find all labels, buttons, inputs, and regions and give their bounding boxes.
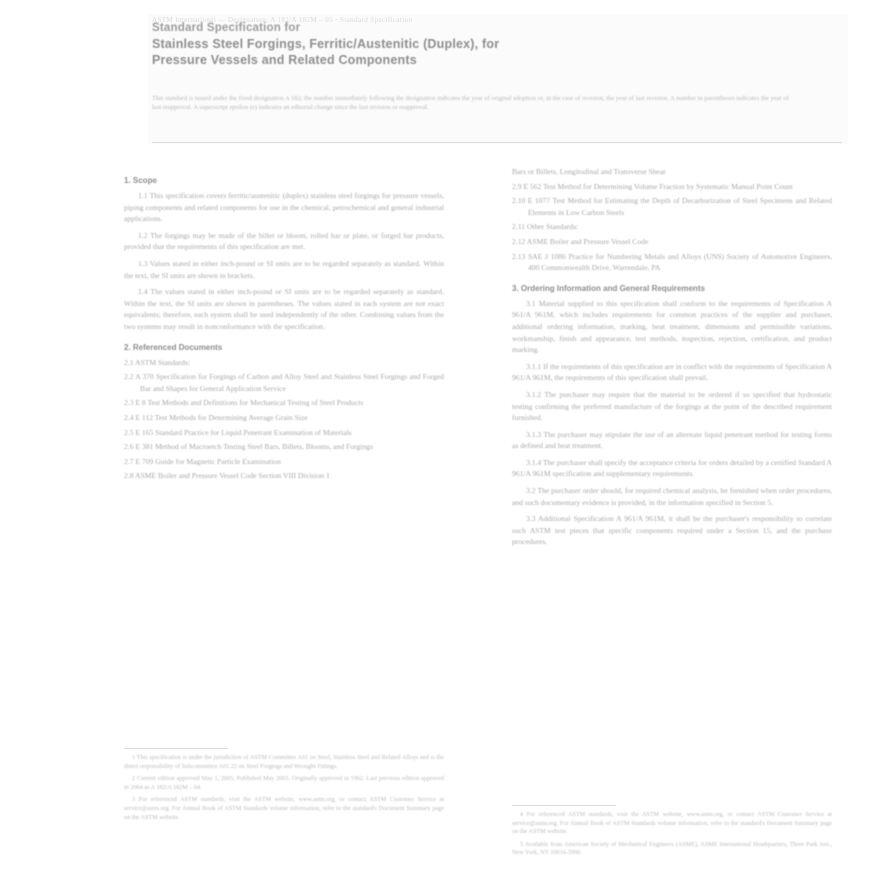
paragraph: 3.1.2 The purchaser may require that the material to be ordered if so specified that hydrostatic testing confirming the preferred manufacture of the forgings at the point of the described requirement furnished. bbox=[512, 389, 832, 423]
footnote-divider-right bbox=[512, 805, 616, 806]
footnotes-left bbox=[124, 754, 444, 826]
footnote: 2 Current edition approved May 1, 2005. Published May 2005. Originally approved in 1962. Last previous edition approved in 2004 as A 182/A 182M – 04. bbox=[124, 775, 444, 791]
right-column bbox=[512, 166, 832, 553]
section-heading-references: 2. Referenced Documents bbox=[124, 342, 223, 352]
reference-item[interactable]: 2.9 E 562 Test Method for Determining Volume Fraction by Systematic Manual Point Count bbox=[512, 181, 793, 191]
document-sheet bbox=[60, 6, 832, 866]
reference-item[interactable]: 2.7 E 709 Guide for Magnetic Particle Examination bbox=[124, 456, 281, 466]
standard-issue-note: This standard is issued under the fixed designation A 182; the number immediately following the designation indicates the year of original adoption or, in the case of revision, the year of last revision. A number in parentheses indicates the year of last reapproval. A superscript epsilon (e) indicates an editorial change since the last revision or reapproval. bbox=[152, 95, 789, 111]
document-title bbox=[152, 20, 792, 68]
reference-item[interactable]: 2.12 ASME Boiler and Pressure Vessel Code bbox=[512, 236, 649, 246]
reference-item[interactable]: 2.2 A 370 Specification for Forgings of Carbon and Alloy Steel and Stainless Steel Forgings and Forged Bar and Shapes for General Application Service bbox=[124, 372, 444, 393]
footnote: 1 This specification is under the jurisdiction of ASTM Committee A01 on Steel, Stainless Steel and Related Alloys and is the direct responsibility of Subcommittee A01.22 on Steel Forgings and Wrought Fittings. bbox=[124, 754, 444, 770]
designation-line: ASTM International — Designation: A 182/A 182M – 05 · Standard Specification bbox=[152, 16, 413, 24]
reference-item[interactable]: 2.3 E 8 Test Methods and Definitions for Mechanical Testing of Steel Products bbox=[124, 398, 364, 408]
footnote: 5 Available from American Society of Mechanical Engineers (ASME), ASME International Headquarters, Three Park Ave., New York, NY 10016-5990. bbox=[512, 840, 832, 857]
reference-item[interactable]: 2.8 ASME Boiler and Pressure Vessel Code Section VIII Division 1 bbox=[124, 471, 330, 481]
header-divider bbox=[152, 142, 842, 143]
footnote: 3 For referenced ASTM standards, visit the ASTM website, www.astm.org, or contact ASTM Customer Service at service@astm.org. For Annual Book of ASTM Standards volume information, refer to the standard's Document Summary page on the ASTM website. bbox=[124, 796, 444, 821]
paragraph: 3.1.1 If the requirements of this specification are in conflict with the requirements of Specification A 961/A 961M, the requirements of this specification shall prevail. bbox=[512, 361, 832, 383]
paragraph: 3.1 Material supplied to this specification shall conform to the requirements of Specification A 961/A 961M, which includes requirements for common practices of the supplier and purchaser, additional ordering information, marking, heat treatment, dimensions and permissible variations, workmanship, finish and appearance, test methods, inspection, rejection, certification, and product marking. bbox=[512, 298, 832, 355]
title-line-2: Stainless Steel Forgings, Ferritic/Austenitic (Duplex), for bbox=[152, 37, 500, 51]
reference-item[interactable]: 2.5 E 165 Standard Practice for Liquid Penetrant Examination of Materials bbox=[124, 427, 352, 437]
paragraph: 1.4 The values stated in either inch-pound or SI units are to be regarded separately as standard. Within the text, the SI units are shown in parentheses. The values stated in each system are not exact equivalents; therefore, each system shall be used independently of the other. Combining values from the two systems may result in nonconformance with the specification. bbox=[124, 287, 444, 331]
reference-item[interactable]: 2.13 SAE J 1086 Practice for Numbering Metals and Alloys (UNS) Society of Automotive Engineers, 400 Commonwealth Drive, Warrendale, PA bbox=[512, 251, 832, 273]
reference-item: 2.1 ASTM Standards: bbox=[124, 357, 191, 367]
paragraph: 1.1 This specification covers ferritic/austenitic (duplex) stainless steel forgings for pressure vessels, piping components and related components for use in the chemical, petrochemical and general industrial applications. bbox=[124, 191, 444, 224]
paragraph: 3.3 Additional Specification A 961/A 961M, it shall be the purchaser's responsibility to correlate such ASTM test pieces that specific components required under a Section 15, and the purchase procedures. bbox=[512, 514, 832, 547]
paragraph: 1.3 Values stated in either inch-pound or SI units are to be regarded separately as standard. Within the text, the SI units are shown in brackets. bbox=[124, 258, 444, 280]
title-line-3: Pressure Vessels and Related Components bbox=[152, 53, 417, 67]
footnotes-right bbox=[512, 811, 832, 862]
reference-item[interactable]: 2.10 E 1077 Test Method for Estimating the Depth of Decarburization of Steel Specimens and Related Elements in Low Carbon Steels bbox=[512, 196, 832, 217]
footnote-divider-left bbox=[124, 748, 228, 749]
section-heading-ordering-information: 3. Ordering Information and General Requirements bbox=[512, 283, 705, 293]
paragraph: 3.2 The purchaser order should, for required chemical analysis, be furnished when order procedures, and such documentary evidence is provided, in the information specified in Section 5. bbox=[512, 486, 832, 507]
footnote: 4 For referenced ASTM standards, visit the ASTM website, www.astm.org, or contact ASTM Customer Service at service@astm.org. For Annual Book of ASTM Standards volume information, refer to the standard's Document Summary page on the ASTM website. bbox=[512, 811, 832, 836]
paragraph: 3.1.4 The purchaser shall specify the acceptance criteria for orders detailed by a certified Standard A 961/A 961M specification and supplementary requirements. bbox=[512, 457, 832, 479]
paragraph: 3.1.3 The purchaser may stipulate the use of an alternate liquid penetrant method for testing forms as defined and heat treatment. bbox=[512, 429, 832, 451]
paragraph: 1.2 The forgings may be made of the billet or bloom, rolled bar or plate, or forged bar products, provided that the requirements of this specification are met. bbox=[124, 230, 444, 252]
reference-item: 2.11 Other Standards: bbox=[512, 222, 579, 232]
reference-item[interactable]: 2.4 E 112 Test Methods for Determining Average Grain Size bbox=[124, 412, 308, 422]
section-heading-scope: 1. Scope bbox=[124, 176, 157, 185]
reference-item: Bars or Billets, Longitudinal and Transverse Shear bbox=[512, 167, 666, 176]
title-line-1: Standard Specification for bbox=[152, 22, 301, 34]
left-column bbox=[124, 166, 444, 485]
reference-item[interactable]: 2.6 E 381 Method of Macroetch Testing Steel Bars, Billets, Blooms, and Forgings bbox=[124, 442, 373, 452]
